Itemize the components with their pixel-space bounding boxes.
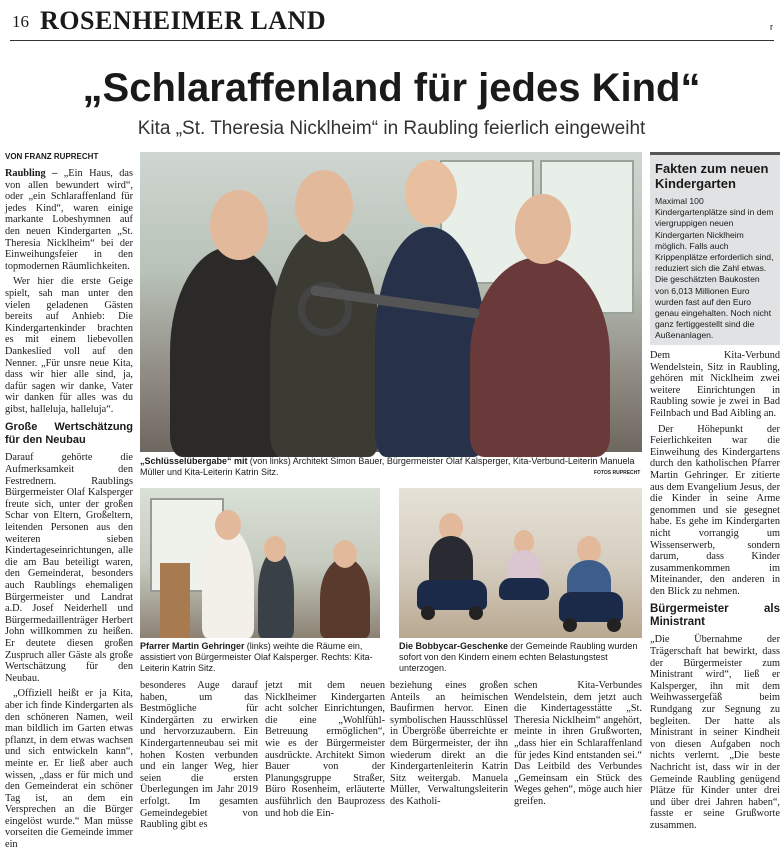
article-column-1 — [5, 168, 134, 851]
subheading: Bürgermeister als Ministrant — [650, 603, 780, 629]
caption-lead: „Schlüsselübergabe“ mit — [140, 456, 248, 466]
caption-text: (von links) Architekt Simon Bauer, Bürgermeister Olaf Kalsperger, Kita-Verbund-Leiterin Manuela Müller und Kita-Leiterin Katrin Sitz. — [140, 456, 635, 477]
lectern — [160, 563, 190, 638]
caption-text: der Gemeinde Raubling wurden sofort von den Kindern einem echten Belastungstest unterzogen. — [399, 641, 638, 673]
header-rule — [10, 40, 774, 41]
person-mayor — [270, 227, 380, 457]
person-kita-leiterin — [470, 257, 610, 457]
paragraph: jetzt mit dem neuen Nicklheimer Kindergarten acht solcher Einrichtungen, die eine „Wohlfühl-Betreuung ermöglichen“, wie es der Bürgermeister ausdrückte. Architekt Simon Bauer von der Planungsgruppe Straßer, Büro Rosenheim, erläuterte ausführlich den Bauprozess und hob die Ein- — [265, 680, 385, 819]
main-photo — [140, 152, 642, 452]
head — [215, 510, 241, 540]
paragraph-text: „Ein Haus, das von allen bewundert wird“, oder „ein Schlaraffenland für jedes Kind“, waren einige markante Lobeshymnen auf den neuen Kindergarten „St. Theresia Nicklheim“ bei der Einweihungsfeier in den topmodernen Räumlichkeiten. — [5, 168, 134, 272]
paragraph: Darauf gehörte die Aufmerksamkeit den Festrednern. Raublings Bürgermeister Olaf Kalsperger freute sich, unter der großen Schar von Eltern, Großeltern, leitenden Personen aus den weiteren sieben Kindertageseinrichtungen, alle die am Bau beteiligt waren, den Gemeinderat, besonders auch Raublings ehemaligen Bürgermeister und Landrat a.D. Josef Neiderhell und Bürgermedaillenträger Herbert John willkommen zu heißen. Er deutete diesen großen Zuspruch aller Gäste als große Wertschätzung für den Neubau. — [5, 452, 133, 684]
bobbycar-photo-caption — [399, 641, 642, 674]
headline: „Schlaraffenland für jedes Kind“ — [82, 66, 701, 110]
paragraph: Der Höhepunkt der Feierlichkeiten war die Einweihung des Kindergartens durch den katholischen Pfarrer Martin Gehringer. Er zitierte aus dem Evangelium Jesus, der die Kinder in seine Arme genommen und sie gesegnet habe. Es gehe im Kindergarten nicht vorrangig um Wissenserwerb, sondern darum, dass Kinder zusammenkommen im Miteinander, den anderen in den Blick zu nehmen. — [650, 423, 780, 597]
paragraph: Wer hier die erste Geige spielt, sah man unter den vielen geladenen Gästen bereits auf Anhieb: Die Kindergartenkinder brachten es mit einem liebevollen Dankeslied voll auf den Nenner. „Für unsre neue Kita, dass wir hier alle sind, ja, dafür sagen wir danke, Vater wir danken für alles was du gibst, halleluja, halleluja“. — [5, 276, 133, 415]
bobbycar — [499, 578, 549, 600]
subheadline: Kita „St. Theresia Nicklheim“ in Raubling feierlich eingeweiht — [137, 118, 646, 139]
fact-box-bar — [650, 152, 780, 155]
head — [405, 160, 457, 226]
head — [333, 540, 357, 568]
wheel — [421, 606, 435, 620]
paragraph: „Die Übernahme der Trägerschaft hat bewirkt, dass der Bürgermeister zum Ministrant wird“, ließ er Kalsperger, ihn mit dem Weihwassergefäß beim Rundgang zur Segnung zu begleiten. Der hatte als Ministrant in seiner Kindheit von diesen Aufgaben noch nichts verlernt. „Die beste Nachricht ist, dass wir in der Gemeinde Raubling genügend Plätze für Kinder unter drei und über drei Jahren haben“, fasste er seine Grußworte zusammen. — [650, 634, 780, 831]
article-column-3 — [265, 680, 385, 819]
person-verbund-leiterin — [375, 227, 485, 457]
wheel — [607, 618, 621, 632]
head — [210, 190, 268, 260]
caption-lead: Die Bobbycar-Geschenke — [399, 641, 509, 651]
paragraph — [5, 168, 133, 272]
page-number: 16 — [12, 12, 29, 31]
paragraph: besonderes Auge darauf haben, um das Bestmögliche für Kindergärten zu erwirken und hervorzuzaubern. Ein Kindergartenneubau sei mit hohen Kosten verbunden und ein langer Weg, hier seien die ersten Überlegungen im Jahr 2019 erfolgt. Im gesamten Gemeindegebiet von Raubling gibt es — [140, 680, 258, 831]
photo-credit: FOTOS RUPRECHT — [594, 470, 641, 476]
head — [264, 536, 286, 562]
priest-photo-caption — [140, 641, 383, 674]
subheading: Große Wertschätzung für den Neubau — [5, 421, 133, 447]
article-column-4 — [390, 680, 508, 806]
byline: VON FRANZ RUPRECHT — [5, 152, 99, 161]
fact-box-text: Maximal 100 Kindergartenplätze sind in dem viergruppigen neuen Kindergarten Nicklheim möglich. Falls auch Krippenplätze erforderlich sind, reduziert sich die Zahl etwas. Die geschätzten Baukosten von 6,013 Millionen Euro wurden fast auf den Euro genau eingehalten. Noch nicht ganz fertiggestellt sind die Außenanlagen. — [655, 196, 774, 341]
dateline: Raubling – — [5, 168, 58, 179]
article-column-5 — [514, 680, 642, 806]
paragraph: Dem Kita-Verbund Wendelstein, Sitz in Raubling, gehören mit Nicklheim zwei weitere Einrichtungen in Raubling sowie je zwei in Bad Feilnbach und Bad Aibling an. — [650, 350, 780, 419]
person-priest — [202, 528, 254, 638]
corner-mark: r — [770, 22, 773, 32]
caption-text: (links) weihte die Räume ein, assistiert von Bürgermeister Olaf Kalsperger. Rechts: Kita-Leiterin Katrin Sitz. — [140, 641, 373, 673]
person-mayor — [258, 550, 294, 638]
wheel — [563, 618, 577, 632]
child — [429, 536, 473, 586]
head — [515, 194, 571, 264]
paragraph: „Offiziell heißt er ja Kita, aber ich finde Kindergarten als den schöneren Namen, weil man bildlich im Garten etwas pflanzt, in dem etwas wachsen und sich entwickeln kann“, meinte er. Er ließ aber auch wissen, „dass er für mich und den Gemeinderat ein schöner Tag ist, an dem ein Versprechen an die Bürger eingelöst wurde.“ Man müsse vorseiten die Gemeinde immer ein — [5, 688, 133, 851]
article-column-6 — [650, 350, 780, 831]
main-photo-caption — [140, 456, 642, 478]
fact-box — [650, 152, 780, 345]
paragraph: schen Kita-Verbundes Wendelstein, dem jetzt auch die Kindertagesstätte „St. Theresia Nicklheim“ angehört, meinte in ihren Grußworten, „dass hier ein Schlaraffenland für jedes Kind entstanden sei.“ Das Leitbild des Verbundes „Gemeinsam ein Stück des Weges gehen“, möge auch hier greifen. — [514, 680, 642, 807]
article-column-2 — [140, 680, 258, 831]
fact-box-title: Fakten zum neuen Kindergarten — [655, 161, 769, 191]
caption-lead: Pfarrer Martin Gehringer — [140, 641, 245, 651]
section-title: ROSENHEIMER LAND — [40, 6, 327, 35]
bobbycar-photo — [399, 488, 642, 638]
priest-photo — [140, 488, 380, 638]
head — [295, 170, 353, 242]
paragraph: beziehung eines großen Anteils an heimischen Baufirmen hervor. Einen symbolischen Hausschlüssel in Übergröße überreichte er dem Bürgermeister, der ihn wiederum direkt an die Kindergartenleiterin Katrin Sitz weitergab. Manuela Müller, Verwaltungsleiterin des Katholi- — [390, 680, 508, 807]
person-kita-leiterin — [320, 558, 370, 638]
wheel — [469, 606, 483, 620]
